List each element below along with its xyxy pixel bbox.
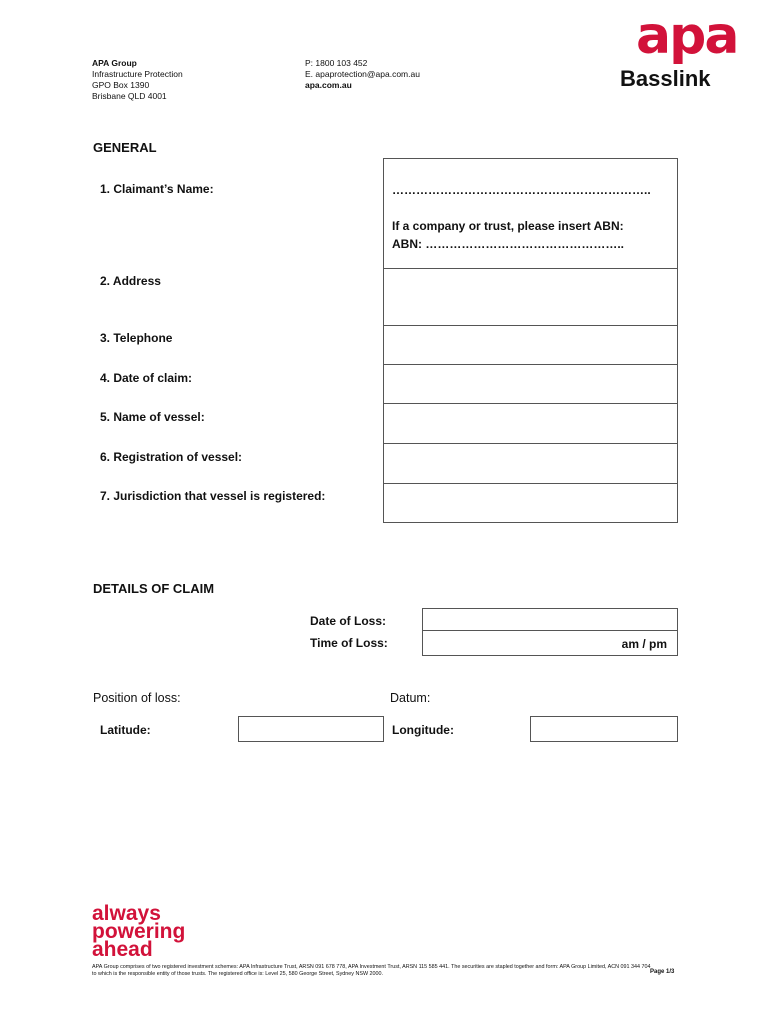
date-of-claim-field[interactable]: [383, 364, 678, 406]
org-name: APA Group: [92, 58, 137, 68]
vessel-name-field[interactable]: [383, 403, 678, 446]
vessel-registration-label: 6. Registration of vessel:: [100, 450, 243, 464]
tagline-line-3: ahead: [92, 938, 153, 961]
org-city: Brisbane QLD 4001: [92, 91, 167, 101]
jurisdiction-field[interactable]: [383, 483, 678, 523]
position-of-loss-label: Position of loss:: [93, 691, 181, 705]
claimant-name-dots: ………………………………………………………..: [392, 183, 651, 197]
abn-note: If a company or trust, please insert ABN:: [392, 219, 624, 233]
tagline-line-2: powering: [92, 920, 186, 943]
vessel-registration-field[interactable]: [383, 443, 678, 486]
abn-line: ABN: …………………………………………..: [392, 237, 624, 251]
time-of-loss-label: Time of Loss:: [310, 636, 388, 650]
vessel-name-label: 5. Name of vessel:: [100, 410, 205, 424]
address-field[interactable]: [383, 268, 678, 328]
contact-phone: P: 1800 103 452: [305, 58, 368, 68]
latitude-field[interactable]: [238, 716, 384, 742]
contact-website[interactable]: apa.com.au: [305, 80, 352, 90]
time-of-loss-field[interactable]: [422, 630, 678, 656]
longitude-label: Longitude:: [392, 723, 454, 737]
details-section-title: DETAILS OF CLAIM: [93, 581, 215, 596]
general-section-title: GENERAL: [93, 140, 157, 155]
contact-email[interactable]: E. apaprotection@apa.com.au: [305, 69, 420, 79]
tagline-logo: [92, 902, 186, 961]
contact-block: [305, 58, 420, 91]
org-po-box: GPO Box 1390: [92, 80, 150, 90]
jurisdiction-label: 7. Jurisdiction that vessel is registered:: [100, 489, 326, 503]
apa-logo: apa: [636, 6, 738, 66]
date-of-loss-label: Date of Loss:: [310, 614, 387, 628]
org-address-block: [92, 58, 183, 102]
claimant-name-label: 1. Claimant’s Name:: [100, 182, 214, 196]
am-pm-label: am / pm: [621, 637, 667, 651]
telephone-field[interactable]: [383, 325, 678, 367]
org-department: Infrastructure Protection: [92, 69, 183, 79]
address-label: 2. Address: [100, 274, 161, 288]
longitude-field[interactable]: [530, 716, 678, 742]
tagline-line-1: always: [92, 902, 161, 925]
legal-disclaimer: APA Group comprises of two registered investment schemes: APA Infrastructure Trust, ARSN 091 678 778, APA Investment Trust, ARSN 115 585 441. The securities are stapled together and form: APA Group Limited, ACN 091 344 704 to which is the responsible entity of those trusts. The registered office is: Level 25, 580 George Street, Sydney NSW 2000.: [92, 964, 651, 977]
page-number: Page 1/3: [650, 969, 675, 975]
date-of-claim-label: 4. Date of claim:: [100, 371, 193, 385]
claimant-name-field[interactable]: [383, 158, 678, 271]
latitude-label: Latitude:: [100, 723, 151, 737]
datum-label: Datum:: [390, 691, 431, 705]
basslink-logo-text: Basslink: [620, 66, 711, 91]
telephone-label: 3. Telephone: [100, 331, 173, 345]
